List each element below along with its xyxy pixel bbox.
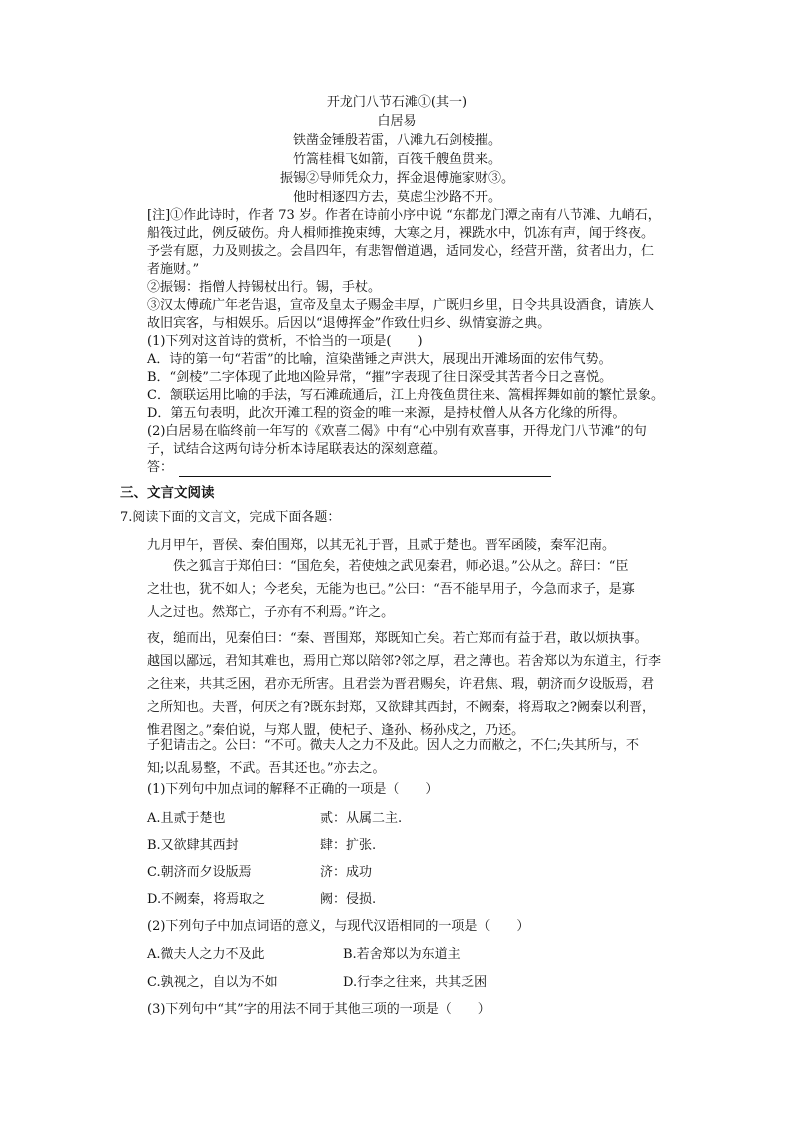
poem-line: 竹篙桂楫飞如箭，百筏千艘鱼贯来。 [292, 152, 501, 167]
answer-row [147, 459, 664, 477]
passage-paragraph-4 [147, 734, 639, 780]
q1-option-d-gloss: 阙：侵损. [320, 892, 377, 907]
question-1-prompt: (1)下列句中加点词的解释不正确的一项是（ ） [147, 782, 439, 797]
question-7-prompt: 7.阅读下面的文言文，完成下面各题： [120, 510, 341, 525]
note-line: 者施财。” [147, 262, 200, 277]
passage-paragraph-1 [147, 534, 615, 557]
passage-line: 九月甲午，晋侯、秦伯围郑，以其无礼于晋，且贰于楚也。晋军函陵，秦军氾南。 [147, 538, 616, 553]
passage-paragraph-2 [147, 555, 635, 624]
answer-blank-line[interactable] [179, 462, 551, 477]
q2-option-c: C.孰视之，自以为不如 [147, 975, 278, 990]
question-stem: (1)下列对这首诗的赏析，不恰当的一项是( ) [147, 334, 423, 349]
poem-notes-and-questions [147, 207, 664, 477]
q1-option-c-gloss: 济：成功 [320, 865, 373, 880]
question-stem: 子，试结合这两句诗分析本诗尾联表达的深刻意蕴。 [147, 442, 447, 457]
q2-option-b: B.若舍郑以为东道主 [343, 947, 461, 962]
question-stem: (2)白居易在临终前一年写的《欢喜二偈》中有“心中别有欢喜事，开得龙门八节滩”的句 [147, 424, 647, 439]
passage-line: 惟君图之。”秦伯说，与郑人盟，使杞子、逢孙、杨孙戍之，乃还。 [147, 723, 525, 738]
passage-line: 夜，缒而出，见秦伯曰：“秦、晋围郑，郑既知亡矣。若亡郑而有益于君，敢以烦执事。 [147, 631, 648, 646]
passage-line: 之所知也。夫晋，何厌之有?既东封郑，又欲肆其西封，不阙秦，将焉取之?阙秦以利晋， [147, 700, 655, 715]
option-line: A．诗的第一句“若雷”的比喻，渲染凿锤之声洪大，展现出开滩场面的宏伟气势。 [147, 352, 612, 367]
note-line: 船筏过此，例反破伤。舟人楫师推挽束缚，大寒之月，裸跣水中，饥冻有声，闻于终夜。 [147, 226, 655, 241]
passage-line: 之壮也，犹不如人；今老矣，无能为也已。”公曰：“吾不能早用子，今急而求子，是寡 [147, 582, 635, 597]
note-line: 予尝有愿，力及则拔之。会昌四年，有悲智僧道遇，适同发心，经营开凿，贫者出力，仁 [147, 244, 655, 259]
q1-option-a-sentence: A.且贰于楚也 [147, 811, 226, 826]
poem-line: 铁凿金锤殷若雷，八滩九石剑棱摧。 [292, 133, 501, 148]
note-line: 故旧宾客，与相娱乐。后因以“退傅挥金”作致仕归乡、纵情宴游之典。 [147, 316, 551, 331]
q1-option-a-gloss: 贰：从属二主. [320, 811, 403, 826]
note-line: ②振锡：指僧人持锡杖出行。锡，手杖。 [147, 280, 382, 295]
answer-label: 答： [147, 460, 174, 475]
note-line: ③汉太傅疏广年老告退，宣帝及皇太子赐金丰厚，广既归乡里，日令共具设酒食，请族人 [147, 298, 655, 313]
q1-option-c-sentence: C.朝济而夕设版焉 [147, 865, 252, 880]
passage-line: 人之过也。然郑亡，子亦有不利焉。”许之。 [147, 605, 395, 620]
q1-option-d-sentence: D.不阙秦，将焉取之 [147, 892, 266, 907]
q1-option-b-sentence: B.又欲肆其西封 [147, 838, 239, 853]
option-line: C．颔联运用比喻的手法，写石滩疏通后，江上舟筏鱼贯往来、篙楫挥舞如前的繁忙景象。 [147, 388, 664, 403]
section-heading: 三、文言文阅读 [120, 485, 215, 501]
q2-option-d: D.行李之往来，共其乏困 [343, 975, 488, 990]
poem [0, 93, 794, 207]
q2-option-a: A.微夫人之力不及此 [147, 947, 265, 962]
poem-title: 开龙门八节石滩①(其一) [326, 95, 468, 110]
note-line: [注]①作此诗时，作者 73 岁。作者在诗前小序中说 “东都龙门潭之南有八节滩、九峭石， [147, 208, 661, 223]
passage-line: 知;以乱易整，不武。吾其还也。”亦去之。 [147, 761, 386, 776]
option-line: B．“剑棱”二字体现了此地凶险异常，“摧”字表现了往日深受其苦者今日之喜悦。 [147, 370, 613, 385]
passage-line: 越国以鄙远，君知其难也，焉用亡郑以陪邻?邻之厚，君之薄也。若舍郑以为东道主，行李 [147, 654, 661, 669]
question-3-prompt: (3)下列句中“其”字的用法不同于其他三项的一项是（ ） [147, 1002, 491, 1017]
question-2-prompt: (2)下列句子中加点词语的意义，与现代汉语相同的一项是（ ） [147, 919, 530, 934]
passage-line: 佚之狐言于郑伯曰：“国危矣，若使烛之武见秦君，师必退。”公从之。辞曰：“臣 [147, 559, 629, 574]
q1-option-b-gloss: 肆：扩张. [320, 838, 377, 853]
poem-author: 白居易 [377, 114, 417, 129]
passage-paragraph-3 [147, 627, 661, 742]
poem-line: 他时相逐四方去，莫虑尘沙路不开。 [292, 190, 501, 205]
passage-line: 子犯请击之。公曰：“不可。微夫人之力不及此。因人之力而敝之，不仁;失其所与，不 [147, 738, 640, 753]
option-line: D．第五句表明，此次开滩工程的资金的唯一来源，是持杖僧人从各方化缘的所得。 [147, 406, 626, 421]
poem-line: 振锡②导师凭众力，挥金退傅施家财③。 [279, 171, 514, 186]
passage-line: 之往来，共其乏困，君亦无所害。且君尝为晋君赐矣，许君焦、瑕，朝济而夕设版焉，君 [147, 677, 655, 692]
